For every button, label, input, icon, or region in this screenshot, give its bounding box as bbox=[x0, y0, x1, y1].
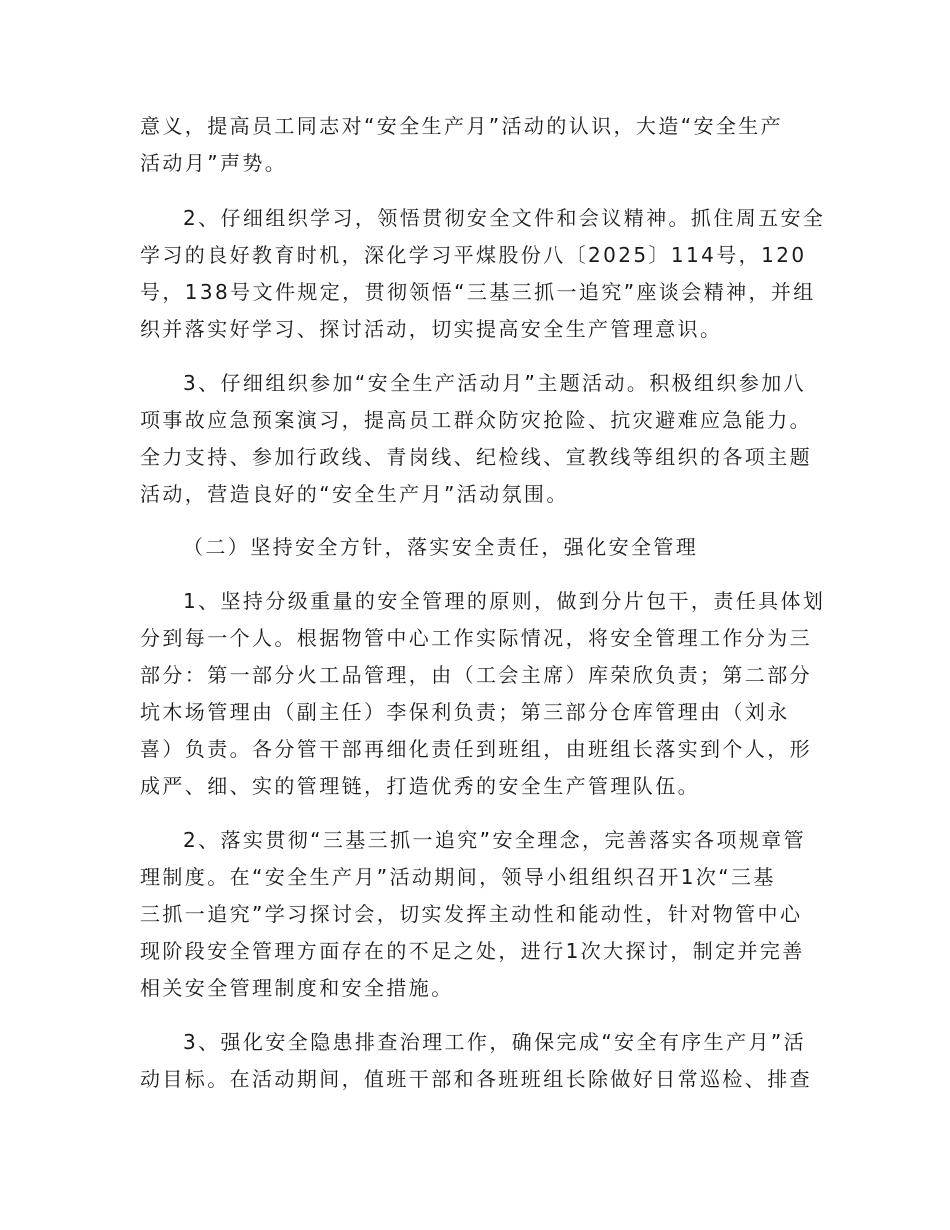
text-line: 2、仔细组织学习，领悟贯彻安全文件和会议精神。抓住周五安全 bbox=[183, 206, 826, 230]
text-line: 部分：第一部分火工品管理，由（工会主席）库荣欣负责；第二部分 bbox=[140, 663, 812, 687]
text-line: 喜）负责。各分管干部再细化责任到班组，由班组长落实到个人，形 bbox=[140, 737, 812, 761]
section-heading: （二）坚持安全方针，落实安全责任，强化安全管理 bbox=[183, 535, 699, 559]
text-line: 3、强化安全隐患排查治理工作，确保完成“安全有序生产月”活 bbox=[183, 1030, 807, 1054]
text-line: 3、仔细组织参加“安全生产活动月”主题活动。积极组织参加八 bbox=[183, 371, 807, 395]
text-line: 成严、细、实的管理链，打造优秀的安全生产管理队伍。 bbox=[140, 774, 700, 798]
text-line: 理制度。在“安全生产月”活动期间，领导小组组织召开1次“三基 bbox=[140, 865, 776, 889]
text-line: 坑木场管理由（副主任）李保利负责；第三部分仓库管理由（刘永 bbox=[140, 700, 790, 724]
text-line: 1、坚持分级重量的安全管理的原则，做到分片包干，责任具体划 bbox=[183, 589, 826, 613]
text-line: 织并落实好学习、探讨活动，切实提高安全生产管理意识。 bbox=[140, 317, 723, 341]
text-line: 全力支持、参加行政线、青岗线、纪检线、宣教线等组织的各项主题 bbox=[140, 445, 812, 469]
text-line: 号，138号文件规定，贯彻领悟“三基三抓一追究”座谈会精神，并组 bbox=[140, 280, 816, 304]
text-line: 项事故应急预案演习，提高员工群众防灾抢险、抗灾避难应急能力。 bbox=[140, 408, 812, 432]
text-line: 2、落实贯彻“三基三抓一追究”安全理念，完善落实各项规章管 bbox=[183, 828, 807, 852]
text-line: 分到每一个人。根据物管中心工作实际情况，将安全管理工作分为三 bbox=[140, 626, 812, 650]
text-line: 三抓一追究”学习探讨会，切实发挥主动性和能动性，针对物管中心 bbox=[140, 902, 803, 926]
text-line: 相关安全管理制度和安全措施。 bbox=[140, 976, 454, 1000]
text-line: 学习的良好教育时机，深化学习平煤股份八〔2025〕114号，120 bbox=[140, 243, 807, 267]
text-line: 意义，提高员工同志对“安全生产月”活动的认识，大造“安全生产 bbox=[140, 114, 784, 138]
text-line: 活动月”声势。 bbox=[140, 151, 288, 175]
text-line: 现阶段安全管理方面存在的不足之处，进行1次大探讨，制定并完善 bbox=[140, 939, 805, 963]
text-line: 动目标。在活动期间，值班干部和各班班组长除做好日常巡检、排查 bbox=[140, 1067, 812, 1091]
text-line: 活动，营造良好的“安全生产月”活动氛围。 bbox=[140, 482, 569, 506]
